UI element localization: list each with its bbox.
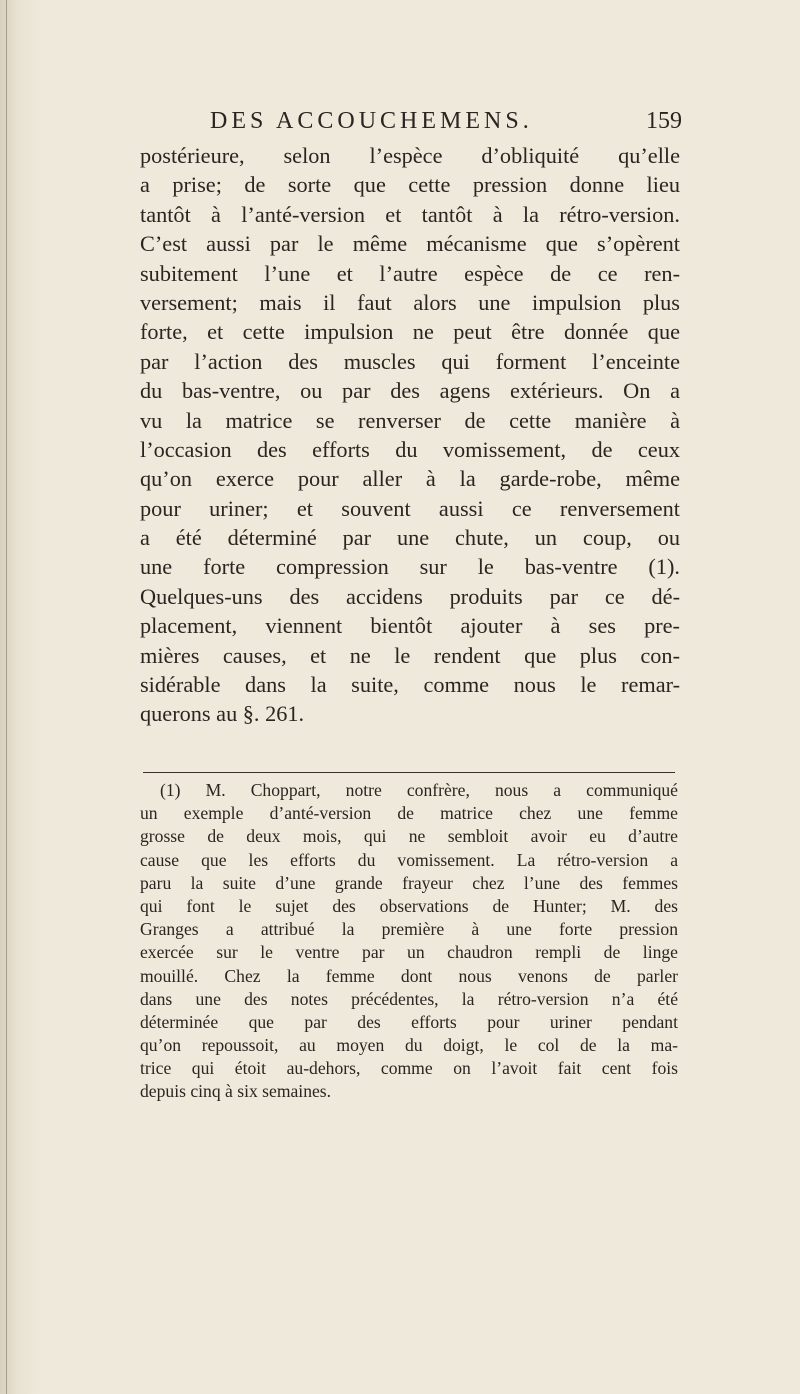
footnote-line: mouillé. Chez la femme dont nous venons de parler [140,965,678,986]
text-line: pour uriner; et souvent aussi ce renversement [140,495,680,521]
footnote-line: (1) M. Chоppart, notre confrère, nous a communiqué [160,780,678,800]
footnote-line: paru la suite d’une grande frayeur chez l’une des femmes [140,872,678,893]
running-head [210,108,682,138]
page-edge-line [6,0,7,1394]
text-line: qu’on exerce pour aller à la garde-robe, même [140,466,680,492]
text-line: vu la matrice se renverser de cette manière à [140,407,680,433]
text-line: postérieure, selon l’espèce d’obliquité qu’elle [140,143,680,168]
footnote-line: trice qui étoit au-dehors, comme on l’avoit fait cent fois [140,1058,678,1079]
text-line: sidérable dans la suite, comme nous le remar- [140,672,680,698]
footnote-line: cause que les efforts du vomissement. La rétro-version a [140,849,678,870]
text-line: Quelques-uns des accidens produits par ce dé- [140,583,680,609]
footnote-line: dans une des notes précédentes, la rétro-version n’a été [140,988,678,1009]
running-title: DES ACCOUCHEMENS. [210,108,533,134]
main-text [140,141,680,729]
footnote-line: qui font le sujet des observations de Hunter; M. des [140,895,678,916]
text-line: placement, viennent bientôt ajouter à ses pre- [140,613,680,639]
text-line: querons au §. 261. [140,701,305,727]
text-line: a prise; de sorte que cette pression donne lieu [140,172,680,198]
page-number: 159 [646,108,682,134]
text-line: versement; mais il faut alors une impulsion plus [140,289,680,315]
text-line: forte, et cette impulsion ne peut être donnée que [140,319,680,345]
footnote-line: un exemple d’anté-version de matrice chez une femme [140,803,678,824]
text-line: du bas-ventre, ou par des agens extérieurs. On a [140,378,680,404]
text-line: l’occasion des efforts du vomissement, de ceux [140,436,680,462]
footnote-separator [143,772,675,773]
footnote-line: grosse de deux mois, qui ne sembloit avoir eu d’autre [140,826,678,847]
text-line: C’est aussi par le même mécanisme que s’opèrent [140,231,680,257]
footnote-line: Granges a attribué la première à une forte pression [140,919,678,940]
text-line: une forte compression sur le bas-ventre (1). [140,554,680,580]
text-line: tantôt à l’anté-version et tantôt à la rétro-version. [140,201,680,227]
footnote-line: déterminée que par des efforts pour uriner pendant [140,1011,678,1032]
footnote-line: depuis cinq à six semaines. [140,1081,332,1102]
text-line: a été déterminé par une chute, un coup, ou [140,525,680,551]
footnote-line: exercée sur le ventre par un chaudron rempli de linge [140,942,678,963]
footnote [140,779,678,1104]
text-line: subitement l’une et l’autre espèce de ce ren- [140,260,680,286]
text-line: par l’action des muscles qui forment l’enceinte [140,348,680,374]
text-line: mières causes, et ne le rendent que plus con- [140,642,680,668]
footnote-line: qu’on repoussoit, au moyen du doigt, le col de la ma- [140,1035,678,1056]
